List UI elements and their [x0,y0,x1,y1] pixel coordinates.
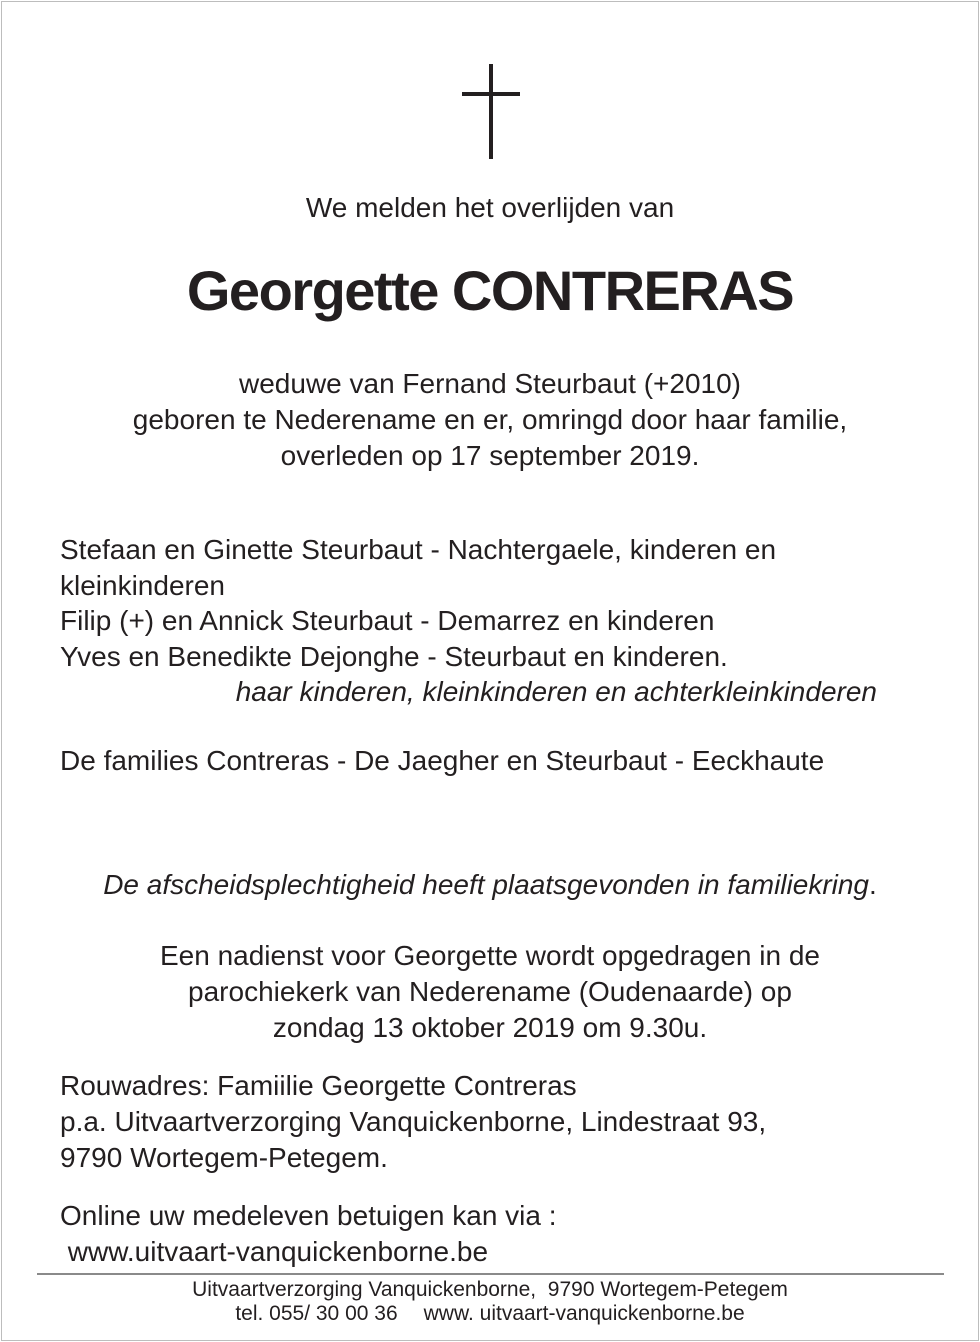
family-relation: haar kinderen, kleinkinderen en achterkleinkinderen [235,676,877,707]
service-line: parochiekerk van Nederename (Oudenaarde) op [188,976,792,1007]
footer-phone: tel. 055/ 30 00 36 [235,1302,398,1325]
ceremony-notice [0,867,980,903]
footer-divider [37,1273,944,1275]
service-line: Een nadienst voor Georgette wordt opgedragen in de [159,940,820,971]
address-line: 9790 Wortegem-Petegem. [60,1142,388,1173]
family-block [60,532,940,710]
address-block [60,1068,766,1176]
bio-line: overleden op 17 september 2019. [280,440,700,471]
footer-location: 9790 Wortegem-Petegem [547,1278,788,1301]
online-block [60,1198,557,1270]
bio-line: geboren te Nederename en er, omringd door haar familie, [132,404,848,435]
service-line: zondag 13 oktober 2019 om 9.30u. [272,1012,708,1043]
service-block [0,938,980,1046]
family-line: Stefaan en Ginette Steurbaut - Nachtergaele, kinderen en [60,534,777,565]
cross-icon [462,64,520,159]
footer-company: Uitvaartverzorging Vanquickenborne, [192,1278,537,1301]
online-url[interactable]: www.uitvaart-vanquickenborne.be [60,1236,489,1267]
online-text: Online uw medeleven betuigen kan via : [60,1200,557,1231]
family-line: Filip (+) en Annick Steurbaut - Demarrez en kinderen [60,605,715,636]
extended-families: De families Contreras - De Jaegher en Steurbaut - Eeckhaute [60,745,825,776]
footer [0,1278,980,1326]
family-line: Yves en Benedikte Dejonghe - Steurbaut en kinderen. [60,640,728,672]
ceremony-text: De afscheidsplechtigheid heeft plaatsgevonden in familiekring [103,869,870,900]
footer-website[interactable]: www. uitvaart-vanquickenborne.be [423,1302,745,1325]
bio-block [0,366,980,474]
address-line: Rouwadres: Famiilie Georgette Contreras [60,1070,577,1101]
ceremony-period: . [869,869,877,900]
family-line: kleinkinderen [60,569,225,601]
address-line: p.a. Uitvaartverzorging Vanquickenborne, Lindestraat 93, [60,1106,767,1137]
bio-line: weduwe van Fernand Steurbaut (+2010) [239,368,741,399]
deceased-name: Georgette CONTRERAS [186,259,794,322]
intro-text: We melden het overlijden van [305,192,675,223]
